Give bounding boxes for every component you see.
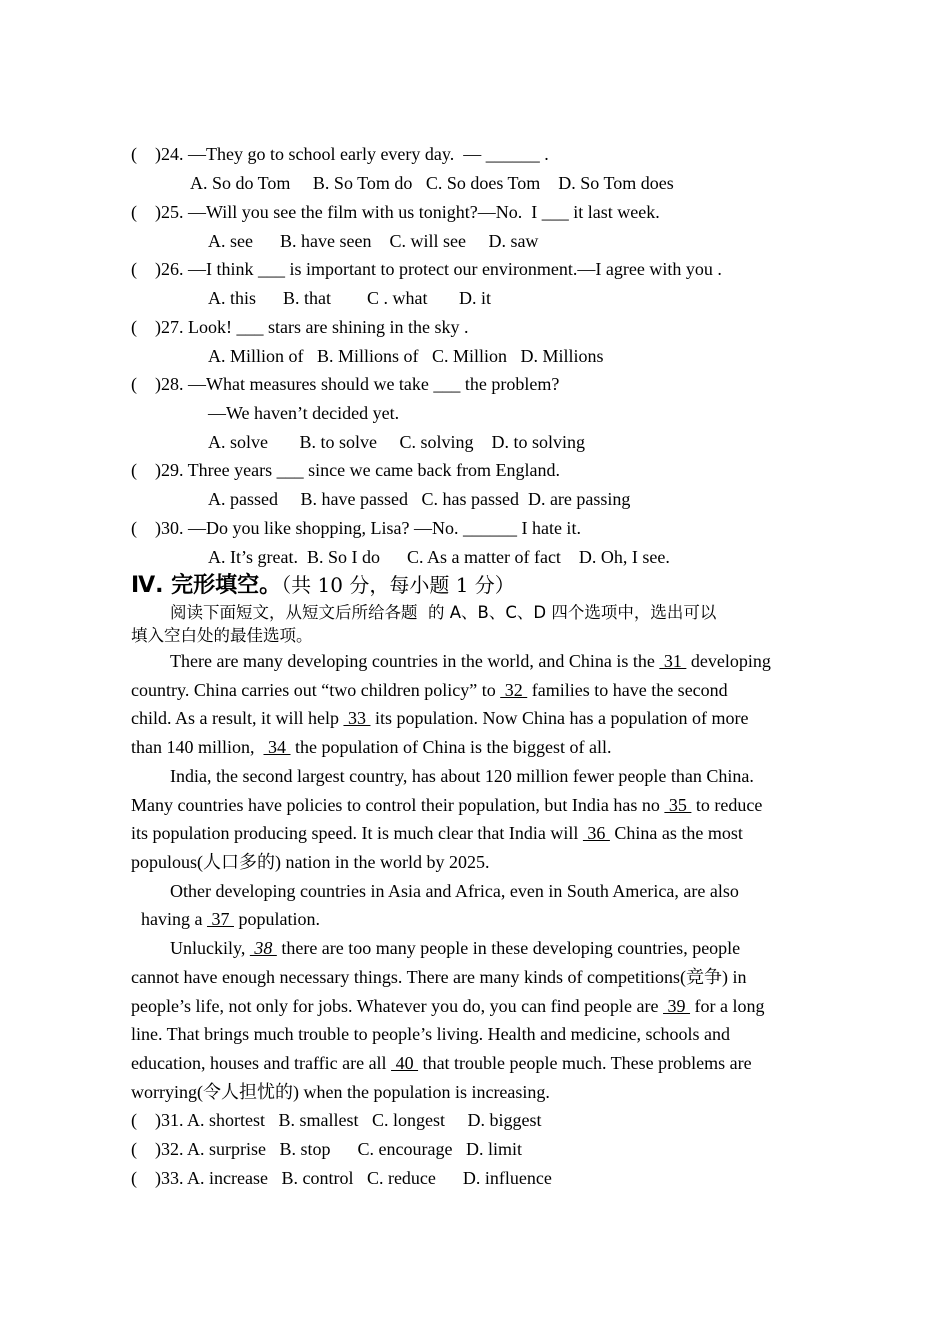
- section-points: （共 10 分，每小题 1 分）: [281, 573, 515, 597]
- question-30: ( )30. —Do you like shopping, Lisa? —No. ______ I hate it.: [131, 518, 581, 538]
- question-28: ( )28. —What measures should we take ___ the problem?: [131, 374, 560, 394]
- section-heading: [131, 572, 515, 599]
- passage-line: [131, 995, 765, 1017]
- blank-38: 38: [249, 938, 277, 958]
- passage-line: worrying(令人担忧的) when the population is increasing.: [131, 1082, 550, 1102]
- blank-39: 39: [663, 996, 691, 1016]
- passage-text: developing: [686, 651, 771, 671]
- passage-line: line. That brings much trouble to people’s living. Health and medicine, schools and: [131, 1024, 731, 1044]
- passage-text: there are too many people in these developing countries, people: [276, 938, 741, 958]
- blank-35: 35: [664, 795, 692, 815]
- passage-line: India, the second largest country, has about 120 million fewer people than China.: [170, 766, 754, 786]
- question-26: ( )26. —I think ___ is important to protect our environment.—I agree with you .: [131, 259, 722, 279]
- blank-33: 33: [343, 708, 371, 728]
- passage-text: population.: [233, 909, 320, 929]
- question-27-options: A. Million of B. Millions of C. Million D. Millions: [208, 346, 604, 366]
- question-29-options: A. passed B. have passed C. has passed D. are passing: [208, 489, 631, 509]
- section-title: Ⅳ. 完形填空。: [131, 573, 282, 598]
- question-25: ( )25. —Will you see the film with us tonight?—No. I ___ it last week.: [131, 202, 660, 222]
- passage-text: There are many developing countries in the world, and China is the: [170, 651, 660, 671]
- question-27: ( )27. Look! ___ stars are shining in the sky .: [131, 317, 469, 337]
- question-26-options: A. this B. that C . what D. it: [208, 288, 491, 308]
- passage-text: China as the most: [609, 823, 743, 843]
- question-30-options: A. It’s great. B. So I do C. As a matter of fact D. Oh, I see.: [208, 547, 670, 567]
- passage-text: for a long: [690, 996, 765, 1016]
- passage-text: people’s life, not only for jobs. Whatever you do, you can find people are: [131, 996, 664, 1016]
- section-instruction-2: 填入空白处的最佳选项。: [131, 626, 313, 645]
- question-32: ( )32. A. surprise B. stop C. encourage D. limit: [131, 1139, 522, 1159]
- passage-line: Other developing countries in Asia and Africa, even in South America, are also: [170, 881, 739, 901]
- passage-text: that trouble people much. These problems are: [418, 1053, 752, 1073]
- passage-line: populous(人口多的) nation in the world by 2025.: [131, 852, 490, 872]
- passage-text: country. China carries out “two children policy” to: [131, 680, 501, 700]
- passage-text: to reduce: [691, 795, 763, 815]
- section-instruction-1: 阅读下面短文，从短文后所给各题 的 A、B、C、D 四个选项中，选出可以: [170, 603, 717, 622]
- passage-line: [131, 679, 728, 701]
- passage-text: families to have the second: [527, 680, 728, 700]
- passage-text: the population of China is the biggest of all.: [290, 737, 612, 757]
- blank-36: 36: [582, 823, 610, 843]
- passage-text: having a: [141, 909, 207, 929]
- question-31: ( )31. A. shortest B. smallest C. longest D. biggest: [131, 1110, 542, 1130]
- passage-line: [131, 736, 611, 758]
- passage-text: education, houses and traffic are all: [131, 1053, 392, 1073]
- question-25-options: A. see B. have seen C. will see D. saw: [208, 231, 539, 251]
- passage-text: than 140 million,: [131, 737, 264, 757]
- blank-34: 34: [263, 737, 291, 757]
- blank-31: 31: [659, 651, 687, 671]
- passage-text: Many countries have policies to control their population, but India has no: [131, 795, 665, 815]
- passage-text: its population producing speed. It is much clear that India will: [131, 823, 583, 843]
- question-28-reply: —We haven’t decided yet.: [208, 403, 400, 423]
- passage-line: [141, 908, 320, 930]
- passage-line: [131, 1052, 752, 1074]
- blank-37: 37: [206, 909, 234, 929]
- question-24-options: A. So do Tom B. So Tom do C. So does Tom D. So Tom does: [190, 173, 674, 193]
- passage-line: [170, 650, 771, 672]
- passage-line: [170, 937, 740, 959]
- blank-40: 40: [391, 1053, 419, 1073]
- question-28-options: A. solve B. to solve C. solving D. to solving: [208, 432, 586, 452]
- passage-line: [131, 707, 748, 729]
- passage-line: cannot have enough necessary things. There are many kinds of competitions(竞争) in: [131, 967, 747, 987]
- passage-line: [131, 794, 762, 816]
- passage-line: [131, 822, 743, 844]
- question-24: ( )24. —They go to school early every day. — ______ .: [131, 144, 549, 164]
- passage-text: Unluckily,: [170, 938, 250, 958]
- question-33: ( )33. A. increase B. control C. reduce D. influence: [131, 1168, 552, 1188]
- question-29: ( )29. Three years ___ since we came back from England.: [131, 460, 561, 480]
- blank-32: 32: [500, 680, 528, 700]
- passage-text: its population. Now China has a population of more: [370, 708, 749, 728]
- passage-text: child. As a result, it will help: [131, 708, 344, 728]
